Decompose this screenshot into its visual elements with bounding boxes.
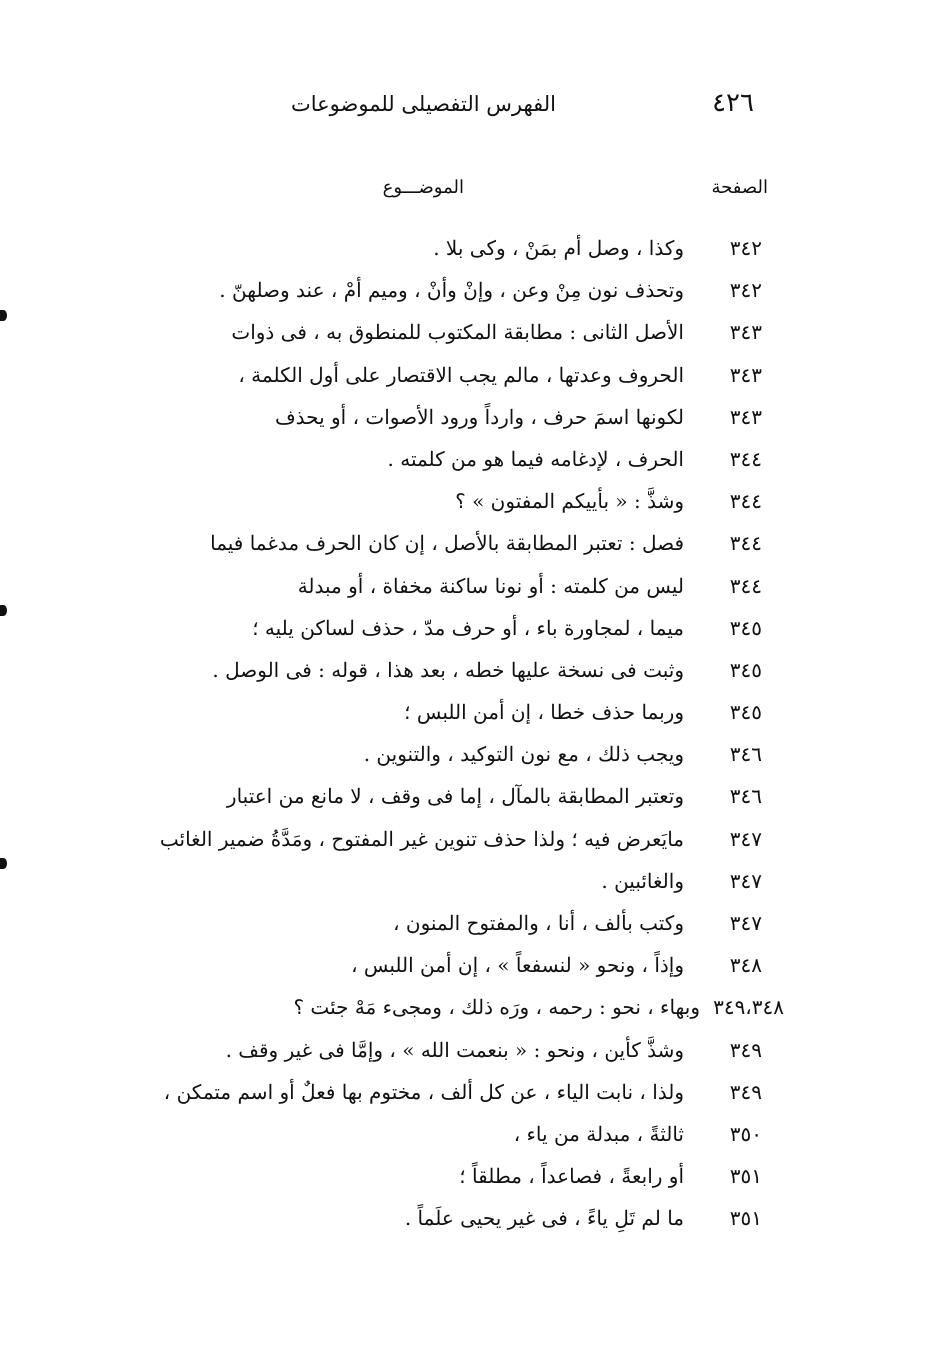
entry-page-number: ٣٤٥ [729,615,762,640]
entry-page-number: ٣٤٩،٣٤٨ [713,995,784,1020]
index-entry [0,612,952,654]
index-entry [0,1034,952,1076]
entry-page-number: ٣٤٤ [729,531,762,556]
entry-page-number: ٣٤٧ [729,868,762,893]
entry-topic-text: وربما حذف خطا ، إن أمن اللبس ؛ [404,700,684,725]
entry-page-number: ٣٤٣ [729,362,762,387]
entry-topic-text: وتعتبر المطابقة بالمآل ، إما فى وقف ، لا مانع من اعتبار [226,784,684,809]
entry-topic-text: الأصل الثانى : مطابقة المكتوب للمنطوق به ، فى ذوات [231,320,684,345]
entry-topic-text: أو رابعةً ، فصاعداً ، مطلقاً ؛ [459,1164,684,1189]
entry-page-number: ٣٤٣ [729,320,762,345]
entry-page-number: ٣٤٤ [729,489,762,514]
entry-topic-text: وثبت فى نسخة عليها خطه ، بعد هذا ، قوله : فى الوصل . [212,657,684,682]
index-entry [0,401,952,443]
index-entry [0,738,952,780]
index-entry [0,570,952,612]
entry-topic-text: وكتب بألف ، أنا ، والمفتوح المنون ، [393,911,684,935]
entry-topic-text: الحروف وعدتها ، مالم يجب الاقتصار على أول الكلمة ، [238,362,684,387]
entry-topic-text: وتحذف نون مِنْ وعن ، وإنْ وأنْ ، وميم أمْ ، عند وصلهنّ . [219,278,684,303]
entry-topic-text: الحرف ، لإدغامه فيما هو من كلمته . [387,446,684,471]
entry-page-number: ٣٤٦ [729,784,762,809]
page-number: ٤٢٦ [712,88,754,118]
running-title: الفهرس التفصيلى للموضوعات [290,92,556,116]
index-entry [0,232,952,274]
entry-page-number: ٣٤٤ [729,573,762,598]
index-entry [0,1076,952,1118]
index-entry [0,443,952,485]
entry-topic-text: وبهاء ، نحو : رحمه ، ورَه ذلك ، ومجىء مَهْ جئت ؟ [293,995,700,1020]
entry-topic-text: ما لم تَلِ ياءً ، فى غير يحيى علَماً . [404,1206,684,1231]
entry-topic-text: ويجب ذلك ، مع نون التوكيد ، والتنوين . [363,742,684,767]
entry-page-number: ٣٤٢ [729,278,762,303]
entry-page-number: ٣٤٥ [729,657,762,682]
entry-page-number: ٣٤٧ [729,826,762,851]
index-entry [0,654,952,696]
entry-topic-text: وإذاً ، ونحو « لنسفعاً » ، إن أمن اللبس ، [351,953,684,978]
index-entry [0,1202,952,1244]
entry-page-number: ٣٤٨ [729,953,762,978]
scan-edge-mark [0,310,7,321]
entry-topic-text: وشذَّ كأين ، ونحو : « بنعمت الله » ، وإمَّا فى غير وقف . [225,1037,684,1062]
scan-edge-mark [0,605,7,616]
entry-topic-text: فصل : تعتبر المطابقة بالأصل ، إن كان الحرف مدغما فيما [210,531,684,556]
index-entry [0,907,952,949]
index-entry [0,696,952,738]
index-entry [0,949,952,991]
index-entry [0,485,952,527]
entry-page-number: ٣٥١ [729,1164,762,1189]
entry-page-number: ٣٤٢ [729,236,762,260]
entry-topic-text: ولذا ، نابت الياء ، عن كل ألف ، مختوم بها فعلٌ أو اسم متمكن ، [163,1079,684,1104]
entry-page-number: ٣٤٩ [729,1079,762,1104]
entry-page-number: ٣٤٦ [729,742,762,767]
entry-page-number: ٣٤٥ [729,700,762,725]
index-entry [0,865,952,907]
index-entry [0,1160,952,1202]
index-entry [0,527,952,569]
index-entry [0,780,952,822]
index-entry [0,1118,952,1160]
entry-page-number: ٣٤٧ [729,911,762,935]
column-header-page: الصفحة [711,177,768,198]
entry-topic-text: ثالثةً ، مبدلة من ياء ، [513,1121,684,1146]
entry-page-number: ٣٤٩ [729,1037,762,1062]
index-entry [0,359,952,401]
entry-page-number: ٣٤٤ [729,446,762,471]
column-header-topic: الموضـــوع [382,177,464,198]
index-entry [0,316,952,358]
scan-edge-mark [0,858,7,869]
entry-topic-text: وكذا ، وصل أم بمَنْ ، وكى بلا . [433,236,684,260]
index-entry [0,991,952,1033]
entry-topic-text: وشذَّ : « بأييكم المفتون » ؟ [455,489,684,514]
entry-topic-text: ليس من كلمته : أو نونا ساكنة مخفاة ، أو مبدلة [297,573,684,598]
entry-topic-text: والغائبين . [601,868,684,893]
entry-page-number: ٣٥١ [729,1206,762,1231]
entry-topic-text: ميما ، لمجاورة باء ، أو حرف مدّ ، حذف لساكن يليه ؛ [252,615,684,640]
entry-page-number: ٣٤٣ [729,404,762,429]
index-entry [0,823,952,865]
index-entries [0,232,952,1245]
entry-topic-text: مايَعرض فيه ؛ ولذا حذف تنوين غير المفتوح ، ومَدَّةُ ضمير الغائب [159,826,684,851]
entry-topic-text: لكونها اسمَ حرف ، وارداً ورود الأصوات ، أو يحذف [274,404,684,429]
entry-page-number: ٣٥٠ [729,1121,762,1146]
index-entry [0,274,952,316]
